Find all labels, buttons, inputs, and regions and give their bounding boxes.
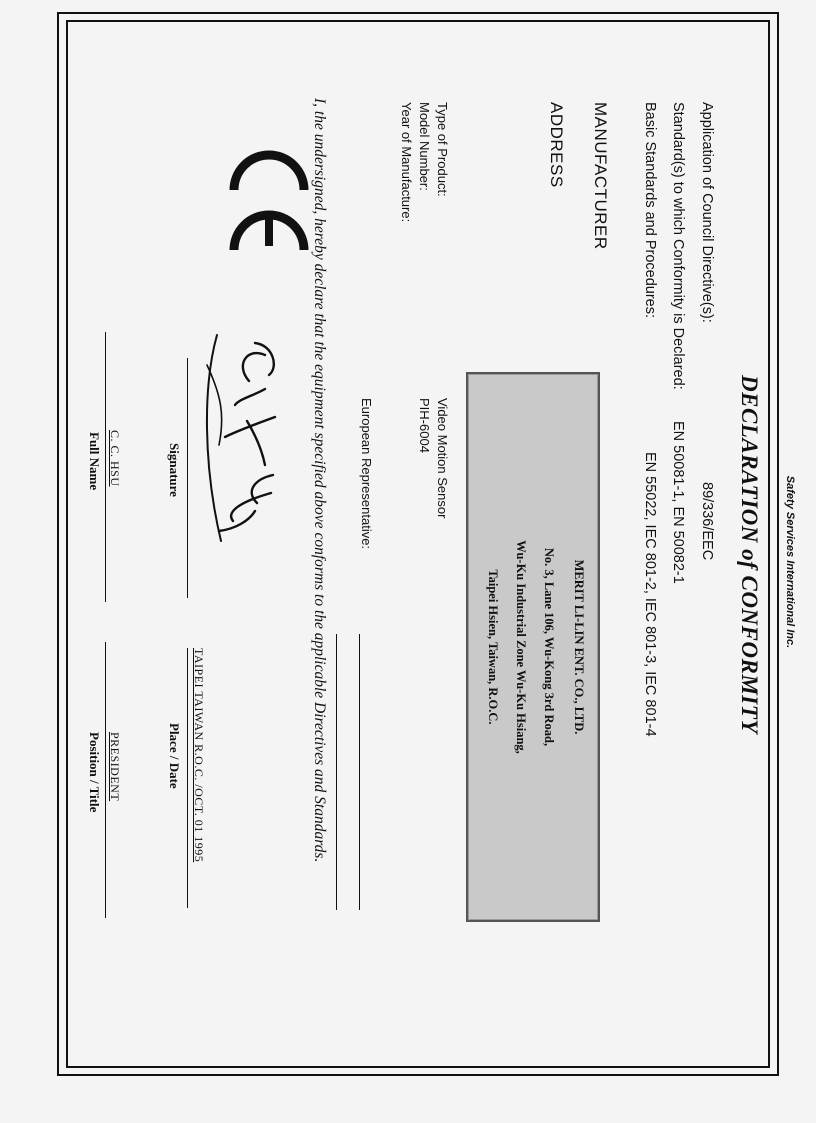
- position-line: [105, 642, 106, 918]
- place-date-label: Place / Date: [167, 723, 182, 789]
- product-type-label: Type of Product:: [435, 102, 450, 197]
- european-rep-label: European Representative:: [359, 398, 374, 550]
- place-date-value: TAIPEI TAIWAN R.O.C. /OCT. 01 1995: [192, 648, 206, 863]
- position-value: PRESIDENT: [108, 732, 122, 802]
- manufacturer-label: MANUFACTURER: [591, 102, 610, 250]
- full-name-line: [105, 332, 106, 602]
- rep-line: [336, 634, 337, 910]
- manufacturer-address-box: [466, 372, 600, 922]
- address-line: Taipei Hsien, Taiwan, R.O.C.: [486, 569, 500, 725]
- address-label: ADDRESS: [547, 102, 566, 188]
- address-line: No. 3, Lane 106, Wu-Kong 3rd Road,: [542, 547, 556, 747]
- signature-line: [187, 358, 188, 598]
- basic-standards-value: EN 55022, IEC 801-2, IEC 801-3, IEC 801-4: [642, 452, 658, 737]
- product-type-value: Video Motion Sensor: [435, 398, 450, 519]
- position-label: Position / Title: [87, 732, 102, 813]
- rep-line: [359, 634, 360, 910]
- full-name-label: Full Name: [87, 432, 102, 491]
- footer-company: Safety Services International Inc.: [784, 475, 796, 649]
- full-name-value: C. C. HSU: [108, 430, 122, 487]
- signature-label: Signature: [167, 443, 182, 497]
- address-line: MERIT LI-LIN ENT. CO., LTD.: [572, 559, 586, 735]
- declaration-statement: I, the undersigned, hereby declare that the equipment specified above conforms to the applicable Directives and Standards.: [311, 98, 328, 863]
- model-number-value: PIH-6004: [417, 398, 432, 453]
- basic-standards-label: Basic Standards and Procedures:: [642, 102, 658, 319]
- place-date-line: [187, 648, 188, 908]
- ce-mark-icon: [226, 142, 312, 257]
- directive-value: 89/336/EEC: [699, 482, 715, 561]
- handwritten-signature: [195, 325, 295, 545]
- year-label: Year of Manufacture:: [399, 102, 414, 223]
- document-title: DECLARATION of CONFORMITY: [737, 375, 762, 734]
- model-number-label: Model Number:: [417, 102, 432, 191]
- declaration-content: [66, 20, 770, 1068]
- directive-label: Application of Council Directive(s):: [699, 102, 715, 323]
- standards-value: EN 50081-1, EN 50082-1: [670, 421, 686, 584]
- standards-label: Standard(s) to which Conformity is Declared:: [670, 102, 686, 390]
- address-line: Wu-Ku Industrial Zone Wu-Ku Hsiang,: [514, 540, 528, 754]
